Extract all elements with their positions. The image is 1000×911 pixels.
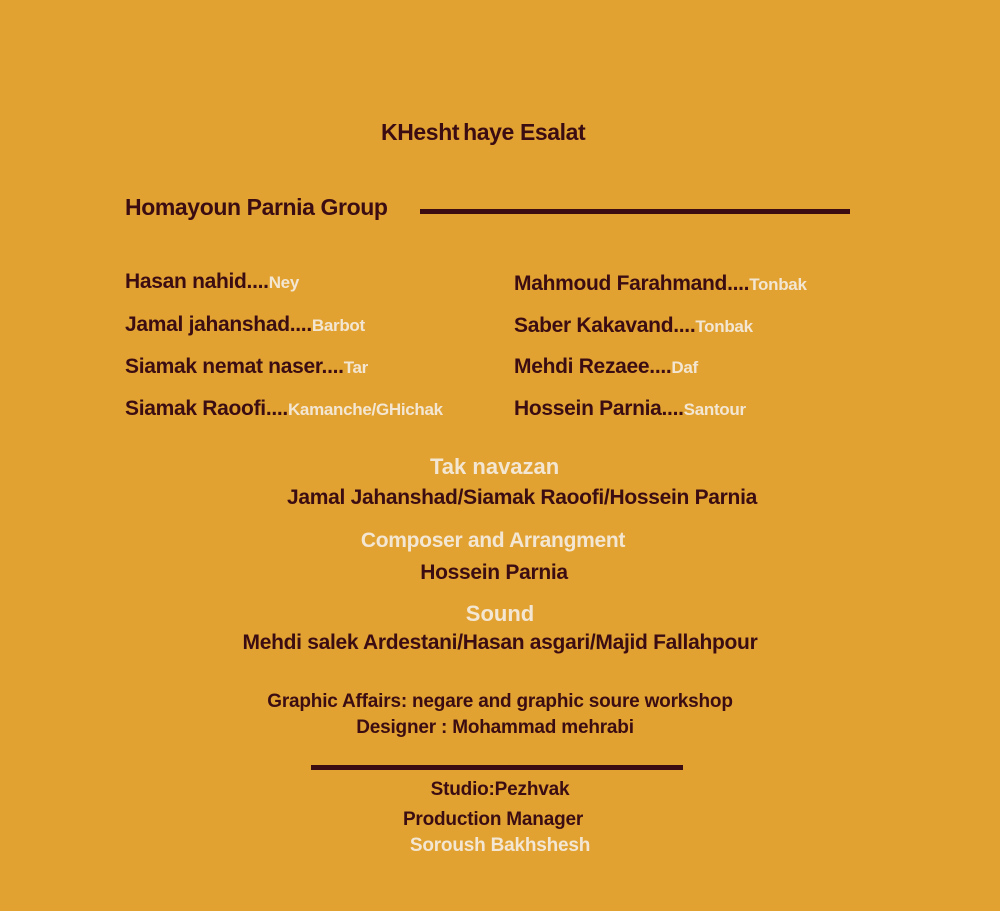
tak-navazan-label: Tak navazan	[430, 454, 560, 479]
musician-instrument: Barbot	[311, 316, 365, 335]
studio: Studio:Pezhvak	[430, 779, 570, 800]
musician-row	[514, 272, 807, 296]
musician-row	[125, 355, 368, 379]
musician-name: Hasan nahid....	[125, 270, 269, 293]
musician-instrument: Santour	[683, 400, 746, 419]
musician-row	[125, 270, 299, 294]
musician-name: Siamak Raoofi....	[125, 397, 288, 420]
album-title-part2: haye Esalat	[463, 119, 586, 145]
footer-divider	[311, 765, 683, 770]
musician-row	[125, 397, 443, 421]
musician-instrument: Ney	[268, 273, 299, 292]
group-name: Homayoun Parnia Group	[125, 194, 388, 220]
production-manager-name: Soroush Bakhshesh	[409, 835, 591, 856]
tak-navazan-names: Jamal Jahanshad/Siamak Raoofi/Hossein Parnia	[287, 486, 757, 509]
musician-instrument: Tonbak	[695, 317, 753, 336]
sound-names: Mehdi salek Ardestani/Hasan asgari/Majid Fallahpour	[242, 631, 758, 654]
musician-instrument: Tar	[343, 358, 368, 377]
production-manager-label: Production Manager	[402, 809, 584, 830]
musician-row	[125, 313, 365, 337]
sound-label: Sound	[465, 601, 535, 626]
composer-name: Hossein Parnia	[420, 561, 568, 584]
album-title	[381, 119, 585, 146]
musician-name: Mahmoud Farahmand....	[514, 272, 750, 295]
album-title-part1: KHesht	[381, 119, 460, 145]
musician-row	[514, 397, 746, 421]
musician-instrument: Daf	[671, 358, 698, 377]
group-underline	[420, 209, 850, 214]
musician-name: Siamak nemat naser....	[125, 355, 344, 378]
composer-label: Composer and Arrangment	[360, 529, 626, 552]
musician-name: Saber Kakavand....	[514, 314, 696, 337]
musician-name: Hossein Parnia....	[514, 397, 684, 420]
musician-instrument: Tonbak	[749, 275, 807, 294]
musician-instrument: Kamanche/GHichak	[287, 400, 443, 419]
musician-name: Jamal jahanshad....	[125, 313, 312, 336]
musician-row	[514, 314, 753, 338]
musician-row	[514, 355, 698, 379]
designer: Designer : Mohammad mehrabi	[356, 717, 634, 738]
graphic-affairs: Graphic Affairs: negare and graphic soure workshop	[267, 691, 733, 712]
musician-name: Mehdi Rezaee....	[514, 355, 672, 378]
